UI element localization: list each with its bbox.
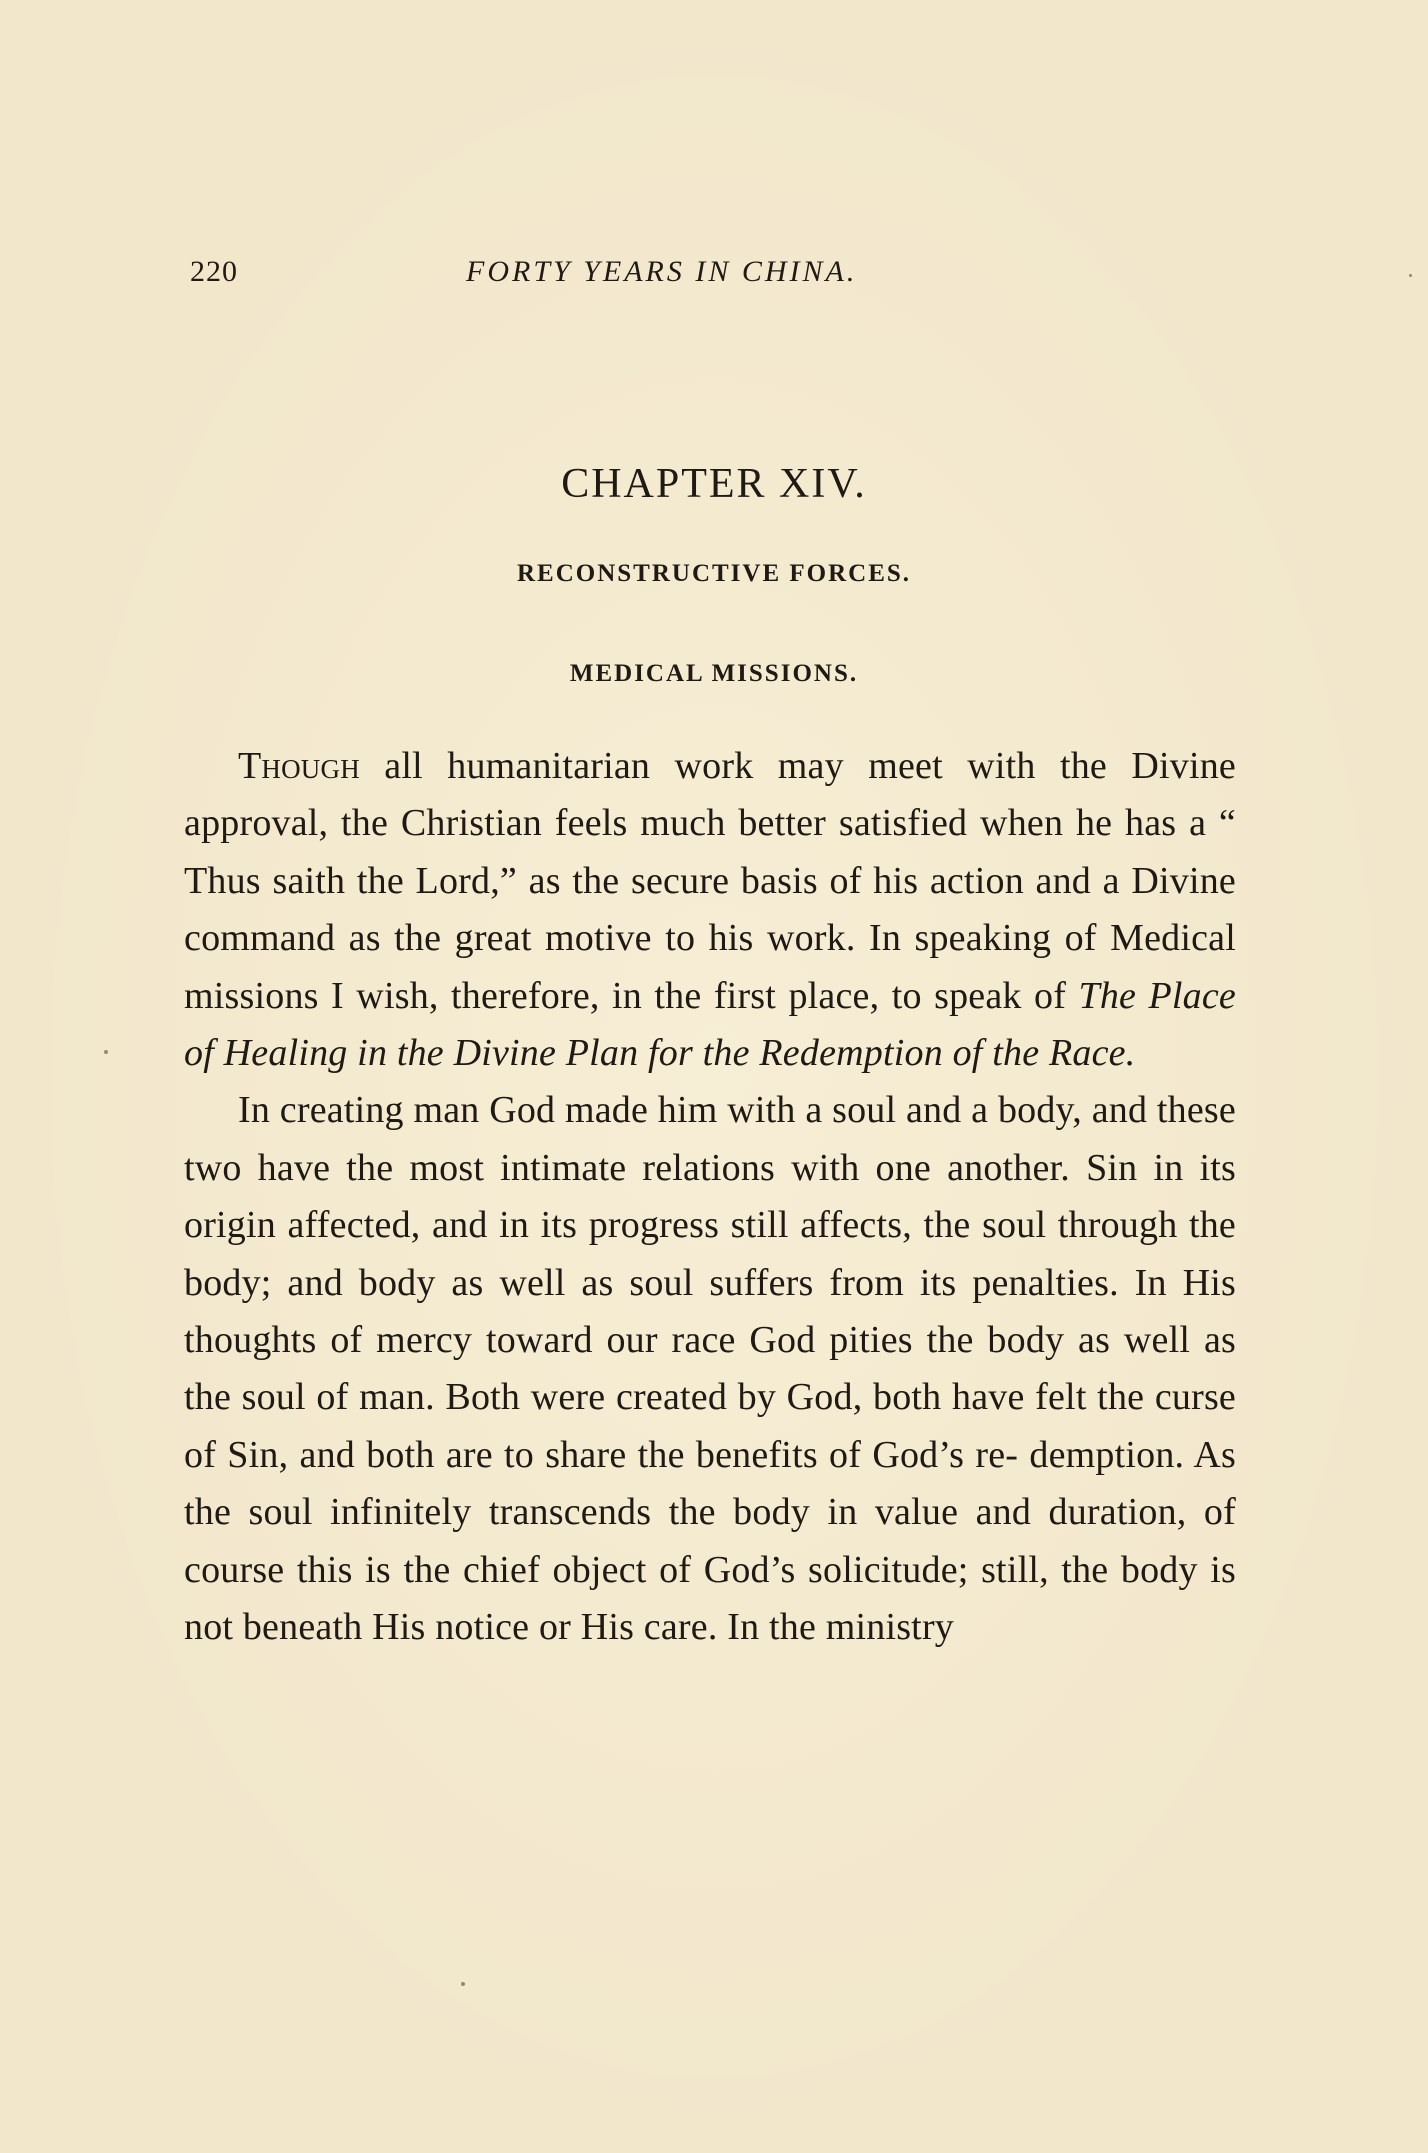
chapter-title: CHAPTER XIV. — [561, 461, 867, 507]
paper-speck — [461, 1982, 465, 1986]
paper-speck — [104, 1050, 108, 1054]
paragraph-1 — [184, 738, 1236, 1082]
book-title: FORTY YEARS IN CHINA. — [466, 255, 858, 288]
paragraph-1-italic-phrase: The Place of Healing in the Divine Plan for the Redemption of the Race. — [184, 974, 1236, 1075]
page-number: 220 — [190, 255, 238, 288]
paragraph-2 — [184, 1082, 1236, 1656]
paragraph-2-text: In creating man God made him with a soul and a body, and these two have the most intimate relations with one another. Sin in its origin affected, and in its progress still affects, the soul through the body; and body as well as soul suffers from its penalties. In His thoughts of mercy toward our race God pities the body as well as the soul of man. Both were created by God, both have felt the curse of Sin, and both are to share the benefits of God’s re- demption. As the soul infinitely transcends the body in value and duration, of course this is the chief object of God’s solicitude; still, the body is not beneath His notice or His care. In the ministry — [184, 1089, 1236, 1649]
body-text — [184, 738, 1236, 1657]
paragraph-1-text: all humanitarian work may meet with the Divine approval, the Christian feels much better satisfied when he has a “ Thus saith the Lord,” as the secure basis of his action and a Divine command as the great motive to his work. In speaking of Medical missions I wish, therefore, in the first place, to speak of — [184, 745, 1236, 1017]
section-heading: MEDICAL MISSIONS. — [569, 660, 859, 687]
paper-speck — [1409, 274, 1412, 277]
running-head — [190, 252, 962, 292]
chapter-subtitle: RECONSTRUCTIVE FORCES. — [516, 560, 912, 587]
paragraph-lead-word: Though — [238, 745, 360, 787]
